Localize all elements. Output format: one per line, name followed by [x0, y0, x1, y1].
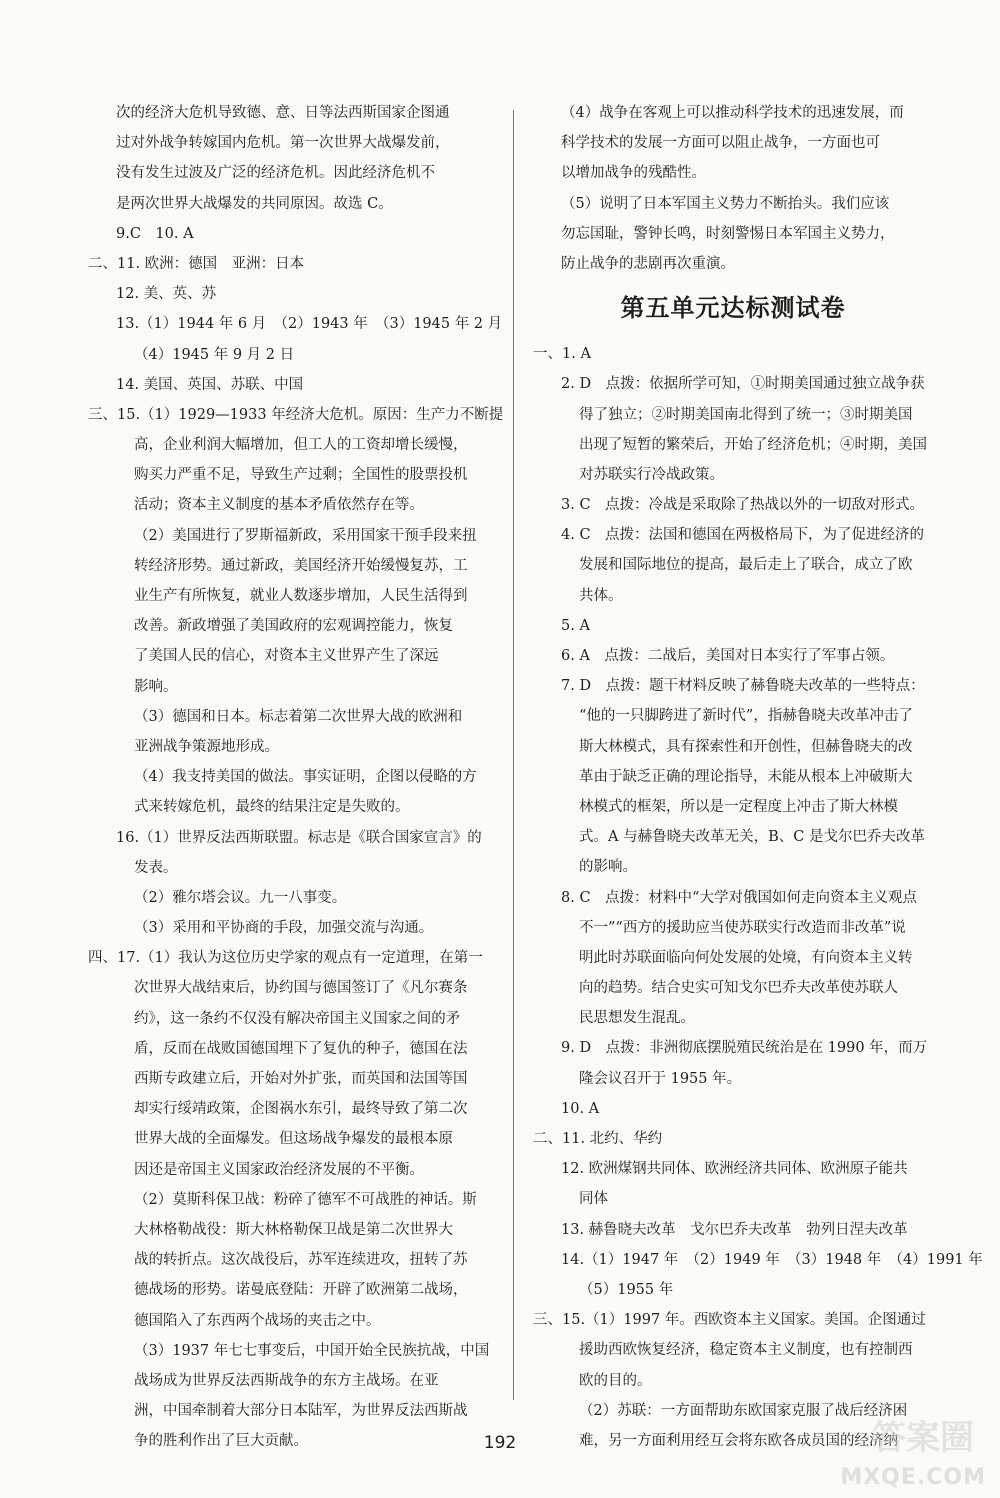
text-line: 了美国人民的信心，对资本主义世界产生了深远	[134, 648, 439, 665]
text-line: 业生产有所恢复，就业人数逐步增加，人民生活得到	[134, 588, 468, 604]
text-line: （4）战争在客观上可以推动科学技术的迅速发展，而	[561, 105, 904, 121]
text-line: 洲，中国牵制着大部分日本陆军，为世界反法西斯战	[134, 1403, 468, 1420]
text-line: 防止战争的悲剧再次重演。	[561, 255, 735, 272]
text-line: 14.（1）1947 年 （2）1949 年 （3）1948 年 （4）1991 年	[561, 1251, 983, 1268]
text-line: 盾，反而在战败国德国埋下了复仇的种子，德国在法	[134, 1040, 468, 1057]
text-line: 二、11. 北约、华约	[533, 1131, 663, 1147]
text-line: （5）说明了日本军国主义势力不断抬头。我们应该	[561, 195, 890, 212]
text-line: 亚洲战争策源地形成。	[134, 738, 279, 755]
text-line: （3）1937 年七七事变后，中国开始全民族抗战，中国	[134, 1342, 490, 1359]
page-number: 192	[483, 1433, 517, 1453]
text-line: 9. D 点拨：非洲彻底摆脱殖民统治是在 1990 年，而万	[561, 1040, 928, 1057]
text-line: 因还是帝国主义国家政治经济发展的不平衡。	[134, 1161, 424, 1178]
text-line: 14. 美国、英国、苏联、中国	[116, 376, 304, 393]
text-line: 6. A 点拨：二战后，美国对日本实行了军事占领。	[561, 648, 895, 664]
text-line: 高，企业利润大幅增加，但工人的工资却增长缓慢，	[134, 437, 468, 454]
text-line: 发展和国际地位的提高，最后走上了联合，成立了欧	[579, 557, 913, 574]
watermark	[806, 1410, 986, 1490]
text-line: 没有发生过波及广泛的经济危机。因此经济危机不	[116, 165, 435, 182]
text-line: （2）苏联：一方面帮助东欧国家克服了战后经济困	[579, 1402, 908, 1419]
text-line: 5. A	[561, 617, 590, 634]
text-line: 一、1. A	[533, 346, 591, 363]
text-line: 改善。新政增强了美国政府的宏观调控能力，恢复	[134, 618, 453, 635]
text-line: 影响。	[134, 678, 178, 695]
text-line: 战场成为世界反法西斯战争的东方主战场。在亚	[134, 1372, 439, 1389]
text-line: 16.（1）世界反法西斯联盟。标志是《联合国家宣言》的	[116, 829, 482, 846]
text-line: 不一”“西方的援助应当使苏联实行改造而非改革”说	[579, 919, 906, 936]
text-line: 争的胜利作出了巨大贡献。	[134, 1433, 308, 1450]
text-line: 科学技术的发展一方面可以阻止战争，一方面也可	[561, 135, 880, 152]
text-line: 8. C 点拨：材料中“大学对俄国如何走向资本主义观点	[561, 889, 917, 906]
text-line: 西斯专政建立后，开始对外扩张，而英国和法国等国	[134, 1071, 468, 1087]
text-line: 次的经济大危机导致德、意、日等法西斯国家企图通	[116, 105, 450, 121]
text-line: （3）德国和日本。标志着第二次世界大战的欧洲和	[134, 708, 463, 725]
text-line: 难，另一方面利用经互会将东欧各成员国的经济纳	[579, 1432, 898, 1449]
text-line: 隆会议召开于 1955 年。	[579, 1070, 742, 1087]
text-line: 明此时苏联面临向何处发展的处境，有向资本主义转	[579, 949, 913, 966]
text-line: 世界大战的全面爆发。但这场战争爆发的最根本原	[134, 1131, 453, 1148]
text-line: 式来转嫁危机，最终的结果注定是失败的。	[134, 799, 410, 816]
text-line: 9.C 10. A	[116, 225, 194, 242]
left-column	[88, 98, 504, 1456]
text-line: 援助西欧恢复经济，稳定资本主义制度，也有控制西	[579, 1342, 913, 1359]
watermark-logo: 答案圈	[872, 1418, 974, 1458]
watermark-site: MXQE.COM	[840, 1465, 986, 1490]
text-line: 勿忘国耻，警钟长鸣，时刻警惕日本军国主义势力，	[561, 225, 895, 242]
text-line: 林模式的框架，所以是一定程度上冲击了斯大林模	[579, 798, 898, 815]
text-line: 3. C 点拨：冷战是采取除了热战以外的一切敌对形式。	[561, 497, 925, 514]
section-title: 第五单元达标测试卷	[620, 294, 846, 323]
text-line: 式。A 与赫鲁晓夫改革无关，B、C 是戈尔巴乔夫改革	[579, 829, 925, 846]
text-line: 二、11. 欧洲：德国 亚洲：日本	[88, 255, 305, 272]
column-divider	[513, 110, 514, 1400]
text-line: 战的转折点。这次战役后，苏军连续进攻，扭转了苏	[134, 1252, 468, 1269]
text-line: 2. D 点拨：依据所学可知，①时期美国通过独立战争获	[561, 376, 925, 393]
text-line: 革由于缺乏正确的理论指导，未能从根本上冲破斯大	[579, 768, 913, 785]
text-line: 10. A	[561, 1100, 600, 1117]
text-line: 欧的目的。	[579, 1372, 652, 1389]
text-line: 三、15.（1）1929—1933 年经济大危机。原因：生产力不断提	[88, 406, 504, 423]
text-line: 的影响。	[579, 859, 637, 876]
right-column-continuation	[533, 98, 933, 279]
text-line: 过对外战争转嫁国内危机。第一次世界大战爆发前，	[116, 135, 450, 152]
text-line: “他的一只脚跨进了新时代”，指赫鲁晓夫改革冲击了	[579, 708, 913, 725]
text-line: 发表。	[134, 859, 178, 876]
text-line: （4）1945 年 9 月 2 日	[134, 346, 295, 363]
text-line: 12. 美、英、苏	[116, 286, 217, 303]
text-line: 共体。	[579, 587, 623, 604]
text-line: 却实行绥靖政策，企图祸水东引，最终导致了第二次	[134, 1101, 468, 1118]
text-line: （5）1955 年	[579, 1281, 674, 1298]
text-line: （3）采用和平协商的手段，加强交流与沟通。	[134, 920, 434, 937]
text-line: 是两次世界大战爆发的共同原因。故选 C。	[116, 195, 393, 212]
text-line: 四、17.（1）我认为这位历史学家的观点有一定道理，在第一	[88, 950, 483, 967]
text-line: 活动；资本主义制度的基本矛盾依然存在等。	[134, 497, 424, 514]
text-line: 次世界大战结束后，协约国与德国签订了《凡尔赛条	[134, 980, 468, 997]
text-line: （2）美国进行了罗斯福新政，采用国家干预手段来扭	[134, 527, 477, 544]
text-line: 同体	[579, 1191, 608, 1208]
text-line: 约》，这一条约不仅没有解决帝国主义国家之间的矛	[134, 1010, 461, 1027]
text-line: 得了独立；②时期美国南北得到了统一；③时期美国	[579, 406, 913, 423]
text-line: 斯大林模式，具有探索性和开创性，但赫鲁晓夫的改	[579, 738, 913, 755]
text-line: 德国陷入了东西两个战场的夹击之中。	[134, 1312, 381, 1329]
text-line: 德战场的形势。诺曼底登陆：开辟了欧洲第二战场，	[134, 1282, 468, 1299]
text-line: （2）雅尔塔会议。九一八事变。	[134, 889, 347, 906]
right-column	[533, 98, 983, 1456]
text-line: 7. D 点拨：题干材料反映了赫鲁晓夫改革的一些特点：	[561, 678, 925, 695]
text-line: 购买力严重不足，导致生产过剩；全国性的股票投机	[134, 467, 468, 484]
text-line: 出现了短暂的繁荣后，开始了经济危机；④时期，美国	[579, 436, 927, 453]
text-line: 民思想发生混乱。	[579, 1010, 695, 1027]
text-line: 13. 赫鲁晓夫改革 戈尔巴乔夫改革 勃列日涅夫改革	[561, 1221, 908, 1238]
text-line: 4. C 点拨：法国和德国在两极格局下，为了促进经济的	[561, 527, 925, 544]
text-line: （2）莫斯科保卫战：粉碎了德军不可战胜的神话。斯	[134, 1191, 477, 1208]
text-line: 13.（1）1944 年 6 月 （2）1943 年 （3）1945 年 2 月	[116, 316, 503, 333]
text-line: 12. 欧洲煤钢共同体、欧洲经济共同体、欧洲原子能共	[561, 1161, 908, 1178]
text-line: 大林格勒战役：斯大林格勒保卫战是第二次世界大	[134, 1221, 453, 1238]
text-line: （4）我支持美国的做法。事实证明，企图以侵略的方	[134, 769, 477, 786]
text-line: 三、15.（1）1997 年。西欧资本主义国家。美国。企图通过	[533, 1312, 926, 1329]
text-line: 转经济形势。通过新政，美国经济开始缓慢复苏，工	[134, 557, 468, 574]
text-line: 以增加战争的残酷性。	[561, 165, 706, 182]
answer-list	[533, 339, 983, 1456]
text-line: 对苏联实行冷战政策。	[579, 466, 724, 483]
text-line: 向的趋势。结合史实可知戈尔巴乔夫改革使苏联人	[579, 980, 898, 997]
